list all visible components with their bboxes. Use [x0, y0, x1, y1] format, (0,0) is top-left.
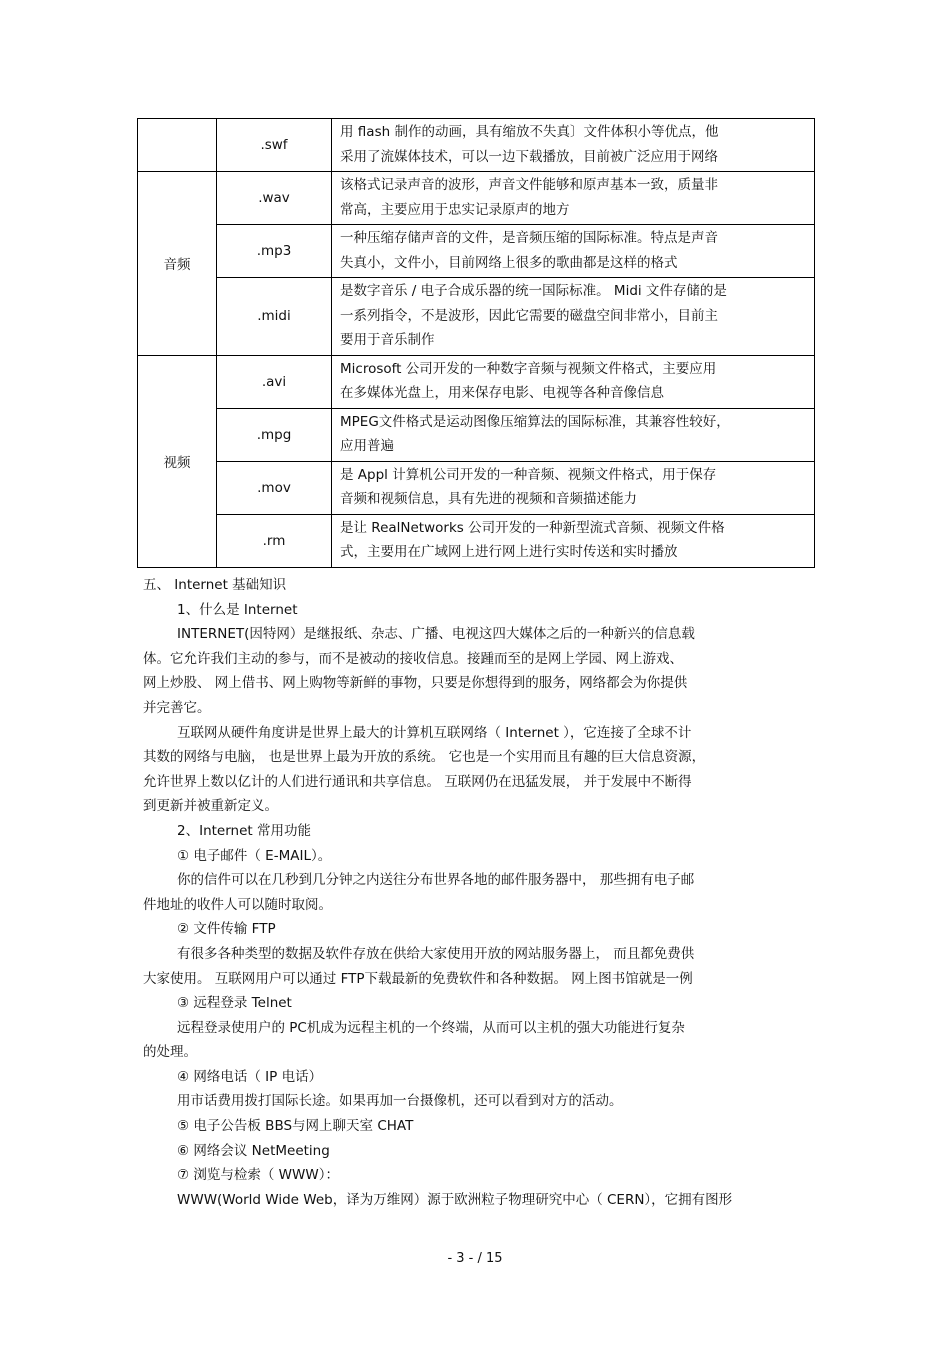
description-line: 音频和视频信息，具有先进的视频和音频描述能力 — [340, 491, 637, 507]
description-line: 是让 RealNetworks 公司开发的一种新型流式音频、视频文件格 — [340, 519, 725, 536]
paragraph-line: 大家使用。 互联网用户可以通过 FTP下载最新的免费软件和各种数据。 网上图书馆就是一例 — [143, 970, 693, 987]
table-row — [138, 514, 815, 567]
description-cell — [332, 119, 815, 172]
paragraph-line: 2、Internet 常用功能 — [177, 822, 311, 839]
extension-cell: .rm — [217, 514, 332, 567]
description-line: 应用普遍 — [340, 438, 394, 454]
table-row — [138, 461, 815, 514]
description-cell — [332, 461, 815, 514]
table-row — [138, 225, 815, 278]
table-row — [138, 119, 815, 172]
paragraph-line: 件地址的收件人可以随时取阅。 — [143, 896, 332, 913]
paragraph-line: INTERNET(因特网）是继报纸、杂志、广播、电视这四大媒体之后的一种新兴的信息载 — [177, 626, 695, 643]
extension-cell: .mp3 — [217, 225, 332, 278]
description-line: 失真小，文件小，目前网络上很多的歌曲都是这样的格式 — [340, 254, 678, 271]
table-row — [138, 355, 815, 408]
description-line: 要用于音乐制作 — [340, 332, 435, 348]
paragraph-line: ① 电子邮件（ E-MAIL）。 — [177, 847, 332, 864]
category-cell-audio: 音频 — [138, 172, 217, 356]
description-line: 在多媒体光盘上，用来保存电影、电视等各种音像信息 — [340, 385, 664, 401]
paragraph-line: 远程登录使用户的 PC机成为远程主机的一个终端，从而可以主机的强大功能进行复杂 — [177, 1019, 685, 1036]
description-cell — [332, 355, 815, 408]
paragraph-line: 有很多各种类型的数据及软件存放在供给大家使用开放的网站服务器上， 而且都免费供 — [177, 945, 695, 962]
paragraph-line: 并完善它。 — [143, 699, 211, 716]
paragraph-line: ⑥ 网络会议 NetMeeting — [177, 1142, 330, 1159]
description-cell — [332, 408, 815, 461]
description-line: Microsoft 公司开发的一种数字音频与视频文件格式，主要应用 — [340, 360, 717, 377]
description-cell — [332, 225, 815, 278]
table-row — [138, 408, 815, 461]
paragraph-line: ④ 网络电话（ IP 电话） — [177, 1068, 323, 1085]
category-cell-video: 视频 — [138, 355, 217, 567]
paragraph-line: 互联网从硬件角度讲是世界上最大的计算机互联网络（ Internet ），它连接了全球不计 — [177, 724, 692, 741]
description-line: 是数字音乐 / 电子合成乐器的统一国际标准。 Midi 文件存储的是 — [340, 283, 727, 299]
paragraph-line: 五、 Internet 基础知识 — [143, 577, 287, 593]
paragraph-line: ⑤ 电子公告板 BBS与网上聊天室 CHAT — [177, 1118, 414, 1135]
extension-cell: .mpg — [217, 408, 332, 461]
paragraph-line: ⑦ 浏览与检索（ WWW）： — [177, 1167, 339, 1184]
paragraph-line: 1、什么是 Internet — [177, 601, 298, 618]
paragraph-line: 你的信件可以在几秒到几分钟之内送往分布世界各地的邮件服务器中， 那些拥有电子邮 — [177, 872, 695, 889]
description-line: 是 Appl 计算机公司开发的一种音频、视频文件格式，用于保存 — [340, 466, 717, 483]
description-line: MPEG文件格式是运动图像压缩算法的国际标准，其兼容性较好， — [340, 413, 730, 430]
extension-cell: .midi — [217, 278, 332, 356]
description-line: 该格式记录声音的波形，声音文件能够和原声基本一致，质量非 — [340, 177, 718, 193]
extension-cell: .avi — [217, 355, 332, 408]
table-row — [138, 172, 815, 225]
paragraph-line: ② 文件传输 FTP — [177, 921, 276, 938]
table-row — [138, 278, 815, 356]
page-number: - 3 - / 15 — [447, 1251, 503, 1266]
body-text — [143, 573, 803, 1212]
paragraph-line: ③ 远程登录 Telnet — [177, 995, 292, 1012]
extension-cell: .swf — [217, 119, 332, 172]
description-cell — [332, 172, 815, 225]
description-line: 一种压缩存储声音的文件，是音频压缩的国际标准。特点是声音 — [340, 230, 718, 246]
file-format-table — [137, 118, 815, 568]
paragraph-line: 其数的网络与电脑， 也是世界上最为开放的系统。 它也是一个实用而且有趣的巨大信息资源， — [143, 749, 706, 766]
paragraph-line: 的处理。 — [143, 1044, 197, 1061]
paragraph-line: 允许世界上数以亿计的人们进行通讯和共享信息。 互联网仍在迅猛发展， 并于发展中不断得 — [143, 773, 692, 790]
paragraph-line: 网上炒股、 网上借书、网上购物等新鲜的事物，只要是你想得到的服务，网络都会为你提供 — [143, 675, 688, 692]
description-line: 常高，主要应用于忠实记录原声的地方 — [340, 201, 570, 218]
paragraph-line: WWW(World Wide Web，译为万维网）源于欧洲粒子物理研究中心（ CERN），它拥有图形 — [177, 1191, 733, 1208]
paragraph-line: 用市话费用拨打国际长途。如果再加一台摄像机，还可以看到对方的活动。 — [177, 1093, 623, 1110]
description-line: 式，主要用在广域网上进行网上进行实时传送和实时播放 — [340, 544, 678, 560]
description-cell — [332, 278, 815, 356]
extension-cell: .wav — [217, 172, 332, 225]
description-line: 采用了流媒体技术，可以一边下载播放，目前被广泛应用于网络 — [340, 148, 718, 165]
description-cell — [332, 514, 815, 567]
category-cell-empty — [138, 119, 217, 172]
extension-cell: .mov — [217, 461, 332, 514]
paragraph-line: 体。它允许我们主动的参与，而不是被动的接收信息。接踵而至的是网上学园、网上游戏、 — [143, 650, 683, 667]
paragraph-line: 到更新并被重新定义。 — [143, 798, 278, 815]
description-line: 一系列指令，不是波形，因此它需要的磁盘空间非常小，目前主 — [340, 307, 718, 324]
description-line: 用 flash 制作的动画，具有缩放不失真〕文件体积小等优点，他 — [340, 124, 719, 140]
